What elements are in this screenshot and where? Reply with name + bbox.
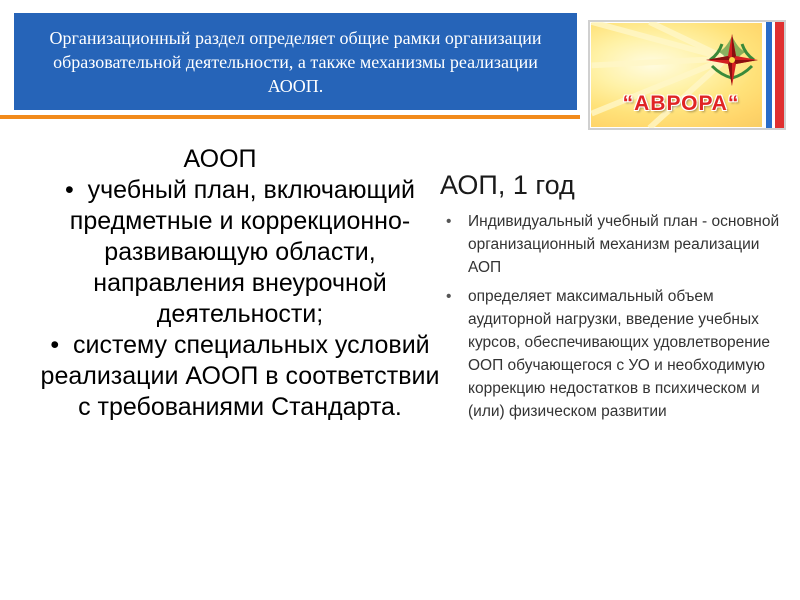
logo-wordmark: “АВРОРА“ xyxy=(622,92,740,115)
aop-list xyxy=(440,210,785,423)
list-item: • учебный план, включающий предметные и коррекционно-развивающую области, направления внеурочной деятельности; xyxy=(65,176,415,328)
header-banner xyxy=(14,13,577,110)
orange-divider xyxy=(0,115,580,119)
bullet-icon: • xyxy=(446,288,452,305)
header-text: Организационный раздел определяет общие рамки организации образовательной деятельности, а также механизмы реализации АООП. xyxy=(49,27,542,96)
aop-item-2-text: определяет максимальный объем аудиторной нагрузки, введение учебных курсов, обеспечивающих удовлетворение ООП обучающегося с УО и необходимую коррекцию недостатков в психическом и (или) физическом развитии xyxy=(468,288,771,420)
flag-stripe xyxy=(762,22,784,128)
list-item: • систему специальных условий реализации АООП в соответствии с требованиями Стандарта. xyxy=(40,331,440,421)
aoop-column xyxy=(40,144,440,423)
compass-star-emblem-icon xyxy=(702,30,762,90)
aoop-list xyxy=(40,175,440,423)
list-item xyxy=(440,285,785,423)
aop-title: АОП, 1 год xyxy=(440,170,575,200)
list-item xyxy=(440,210,785,279)
bullet-icon: • xyxy=(446,213,452,230)
aoop-item-1-text: учебный план, включающий предметные и коррекционно-развивающую области, направления внеурочной деятельности; xyxy=(69,176,415,328)
aoop-title: АООП xyxy=(183,145,257,173)
aop-column xyxy=(440,168,785,429)
aoop-item-2-text: систему специальных условий реализации АООП в соответствии с требованиями Стандарта. xyxy=(40,331,440,421)
aop-item-1-text: Индивидуальный учебный план - основной организационный механизм реализации АОП xyxy=(468,213,780,276)
aurora-logo xyxy=(588,20,786,130)
